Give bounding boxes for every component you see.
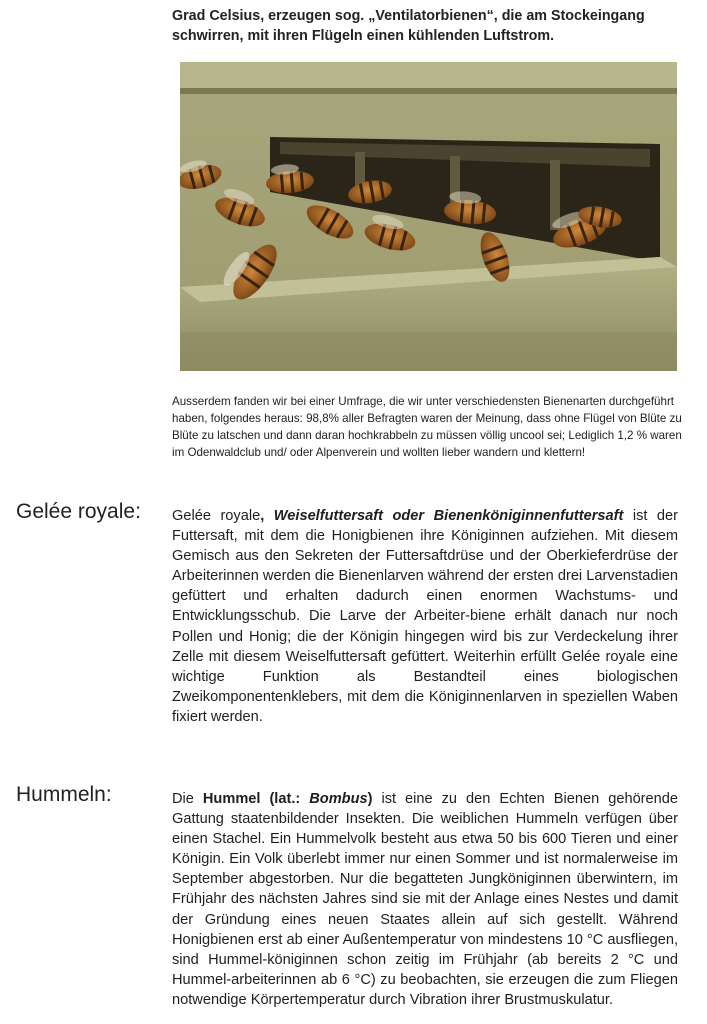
gelee-lead: Gelée royale — [172, 508, 261, 524]
hummeln-bold-1: Hummel (lat.: — [202, 791, 310, 807]
hummeln-latin-name: Bombus — [309, 791, 368, 807]
gelee-emphasis: Weiselfuttersaft oder Bienenköniginnenfuttersaft — [273, 508, 624, 524]
gelee-body: ist der Futtersaft, mit dem die Honigbienen ihre Königinnen aufziehen. Mit diesem Gemisch aus den Sekreten der Futtersaftdrüse und der Oberkieferdrüse der Arbeiterinnen werden die Bienenlarven während der ersten drei Larvenstadien gefüttert und erhalten dadurch einen enormen Wachstums- und Entwicklungsschub. Die Larve der Arbeiter-biene erhält danach nur noch Pollen und Honig; die der Königin hingegen wird bis zur Verdeckelung ihrer Zelle mit diesem Weiselfuttersaft gefüttert. Weiterhin erfüllt Gelée royale eine wichtige Funktion als Bestandteil eines biologischen Zweikomponentenklebers, mit dem die Königinnenlarven in speziellen Waben fixiert werden. — [172, 508, 679, 725]
hummeln-pre: Die — [172, 791, 203, 807]
intro-paragraph: Grad Celsius, erzeugen sog. „Ventilatorbienen“, die am Stockeingang schwirren, mit ihren Flügeln einen kühlenden Luftstrom. — [172, 8, 645, 44]
hummeln-body: ist eine zu den Echten Bienen gehörende Gattung staatenbildender Insekten. Die weiblichen Hummeln verfügen über einen Stachel. Ein Hummelvolk besteht aus etwa 50 bis 600 Tieren und einer Königin. Ein Volk überlebt immer nur einen Sommer und ist normalerweise im September abgestorben. Nur die begatteten Jungköniginnen überwintern, im Frühjahr des nächsten Jahres sind sie mit der Anlage eines Nestes und damit der Gründung eines neuen Staates allein auf sich gestellt. Während Honigbienen erst ab einer Außentemperatur von mindestens 10 °C ausfliegen, sind Hummel-königinnen schon zeitig im Frühjahr (ab bereits 2 °C und Hummel-arbeiterinnen ab 6 °C) zu beobachten, sie erzeugen die zum Fliegen notwendige Körpertemperatur durch Vibration ihrer Brustmuskulatur. — [172, 791, 679, 1008]
hummeln-bold-2: ) — [367, 791, 373, 807]
gelee-royale-heading: Gelée royale: — [16, 500, 141, 523]
gelee-royale-paragraph — [172, 506, 678, 727]
survey-caption: Ausserdem fanden wir bei einer Umfrage, die wir unter verschiedensten Bienenarten durchgeführt haben, folgendes heraus: 98,8% aller Befragten waren der Meinung, dass ohne Flügel von Blüte zu Blüte zu latschen und dann daran hochkrabbeln zu müssen völlig uncool sei; Lediglich 1,2 % waren im Odenwaldclub und/ oder Alpenverein und wollten lieber wandern und klettern! — [172, 395, 682, 459]
hummeln-heading: Hummeln: — [16, 783, 112, 806]
bee-hive-photo — [180, 62, 677, 371]
gelee-comma: , — [260, 508, 274, 524]
hummeln-paragraph — [172, 789, 678, 1010]
bee-hive-illustration — [180, 62, 677, 371]
